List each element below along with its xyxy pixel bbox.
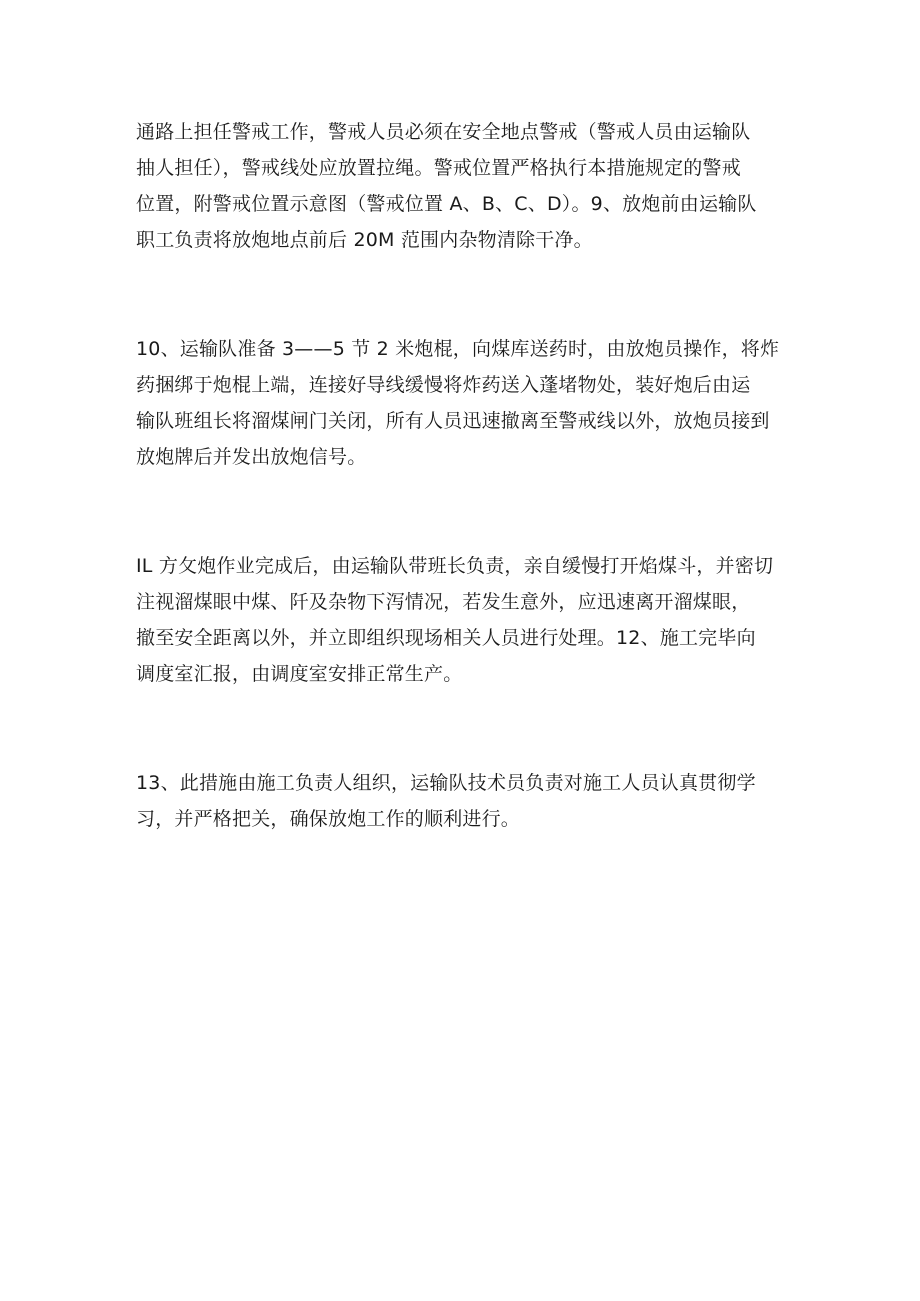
text-line: 调度室汇报，由调度室安排正常生产。 xyxy=(136,663,463,685)
text-line: 撤至安全距离以外，并立即组织现场相关人员进行处理。12、施工完毕向 xyxy=(136,627,756,649)
text-line: IL 方攵炮作业完成后，由运输队带班长负责，亲自缓慢打开焰煤斗，并密切 xyxy=(136,555,774,577)
paragraph-2 xyxy=(136,331,796,475)
text-line: 输队班组长将溜煤闸门关闭，所有人员迅速撤离至警戒线以外，放炮员接到 xyxy=(136,410,770,432)
text-line: 13、此措施由施工负责人组织，运输队技术员负责对施工人员认真贯彻学 xyxy=(136,772,756,794)
text-line: 通路上担任警戒工作，警戒人员必须在安全地点警戒（警戒人员由运输队 xyxy=(136,121,751,143)
text-line: 习，并严格把关，确保放炮工作的顺利进行。 xyxy=(136,808,521,830)
text-line: 注视溜煤眼中煤、阡及杂物下泻情况，若发生意外，应迅速离开溜煤眼， xyxy=(136,591,751,613)
paragraph-4 xyxy=(136,765,796,837)
text-line: 放炮牌后并发出放炮信号。 xyxy=(136,446,367,468)
paragraph-1 xyxy=(136,114,796,258)
text-line: 抽人担任），警戒线处应放置拉绳。警戒位置严格执行本措施规定的警戒 xyxy=(136,157,741,179)
text-line: 10、运输队准备 3——5 节 2 米炮棍，向煤库送药时，由放炮员操作，将炸 xyxy=(136,338,780,360)
text-line: 位置，附警戒位置示意图（警戒位置 A、B、C、D）。9、放炮前由运输队 xyxy=(136,193,757,215)
text-line: 药捆绑于炮棍上端，连接好导线缓慢将炸药送入蓬堵物处，装好炮后由运 xyxy=(136,374,751,396)
text-line: 职工负责将放炮地点前后 20M 范围内杂物清除干净。 xyxy=(136,229,593,251)
paragraph-3 xyxy=(136,548,796,692)
